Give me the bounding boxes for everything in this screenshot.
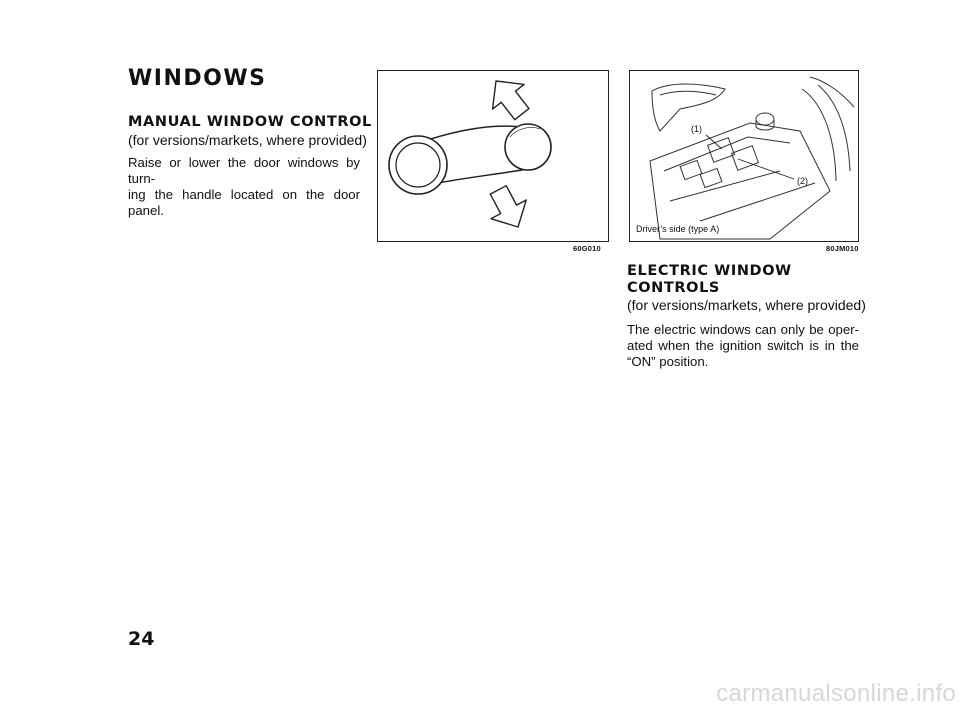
figure-window-switches: [629, 70, 859, 242]
footer-watermark: carmanualsonline.info: [716, 680, 956, 707]
arrow-down-icon: [481, 181, 536, 237]
page-number: 24: [128, 628, 155, 650]
manual-body-line-1: Raise or lower the door windows by turn-: [128, 155, 360, 186]
window-crank-illustration: [378, 71, 608, 241]
figure-right-caption: Driver’s side (type A): [636, 224, 720, 234]
manual-body-line-2: ing the handle located on the door panel.: [128, 187, 360, 218]
arrow-up-icon: [480, 71, 537, 126]
electric-body-line-1: The electric windows can only be oper-: [627, 322, 859, 337]
section-title: WINDOWS: [128, 66, 267, 91]
electric-heading-line-1: ELECTRIC WINDOW: [627, 263, 792, 279]
window-switch-illustration: [630, 71, 858, 241]
electric-body-line-2: ated when the ignition switch is in the: [627, 338, 859, 353]
figure-left-code: 60G010: [573, 244, 601, 253]
electric-body-line-3: “ON” position.: [627, 354, 709, 369]
electric-heading-line-2: CONTROLS: [627, 280, 720, 296]
figure-right-code: 80JM010: [826, 244, 859, 253]
callout-1: (1): [691, 124, 702, 134]
electric-heading: [627, 263, 792, 297]
manual-heading: MANUAL WINDOW CONTROL: [128, 114, 372, 130]
manual-subheading: (for versions/markets, where provided): [128, 132, 367, 148]
electric-subheading: (for versions/markets, where provided): [627, 297, 866, 313]
callout-2: (2): [797, 176, 808, 186]
figure-window-crank: [377, 70, 609, 242]
electric-body: [627, 322, 859, 370]
manual-body: [128, 155, 360, 219]
